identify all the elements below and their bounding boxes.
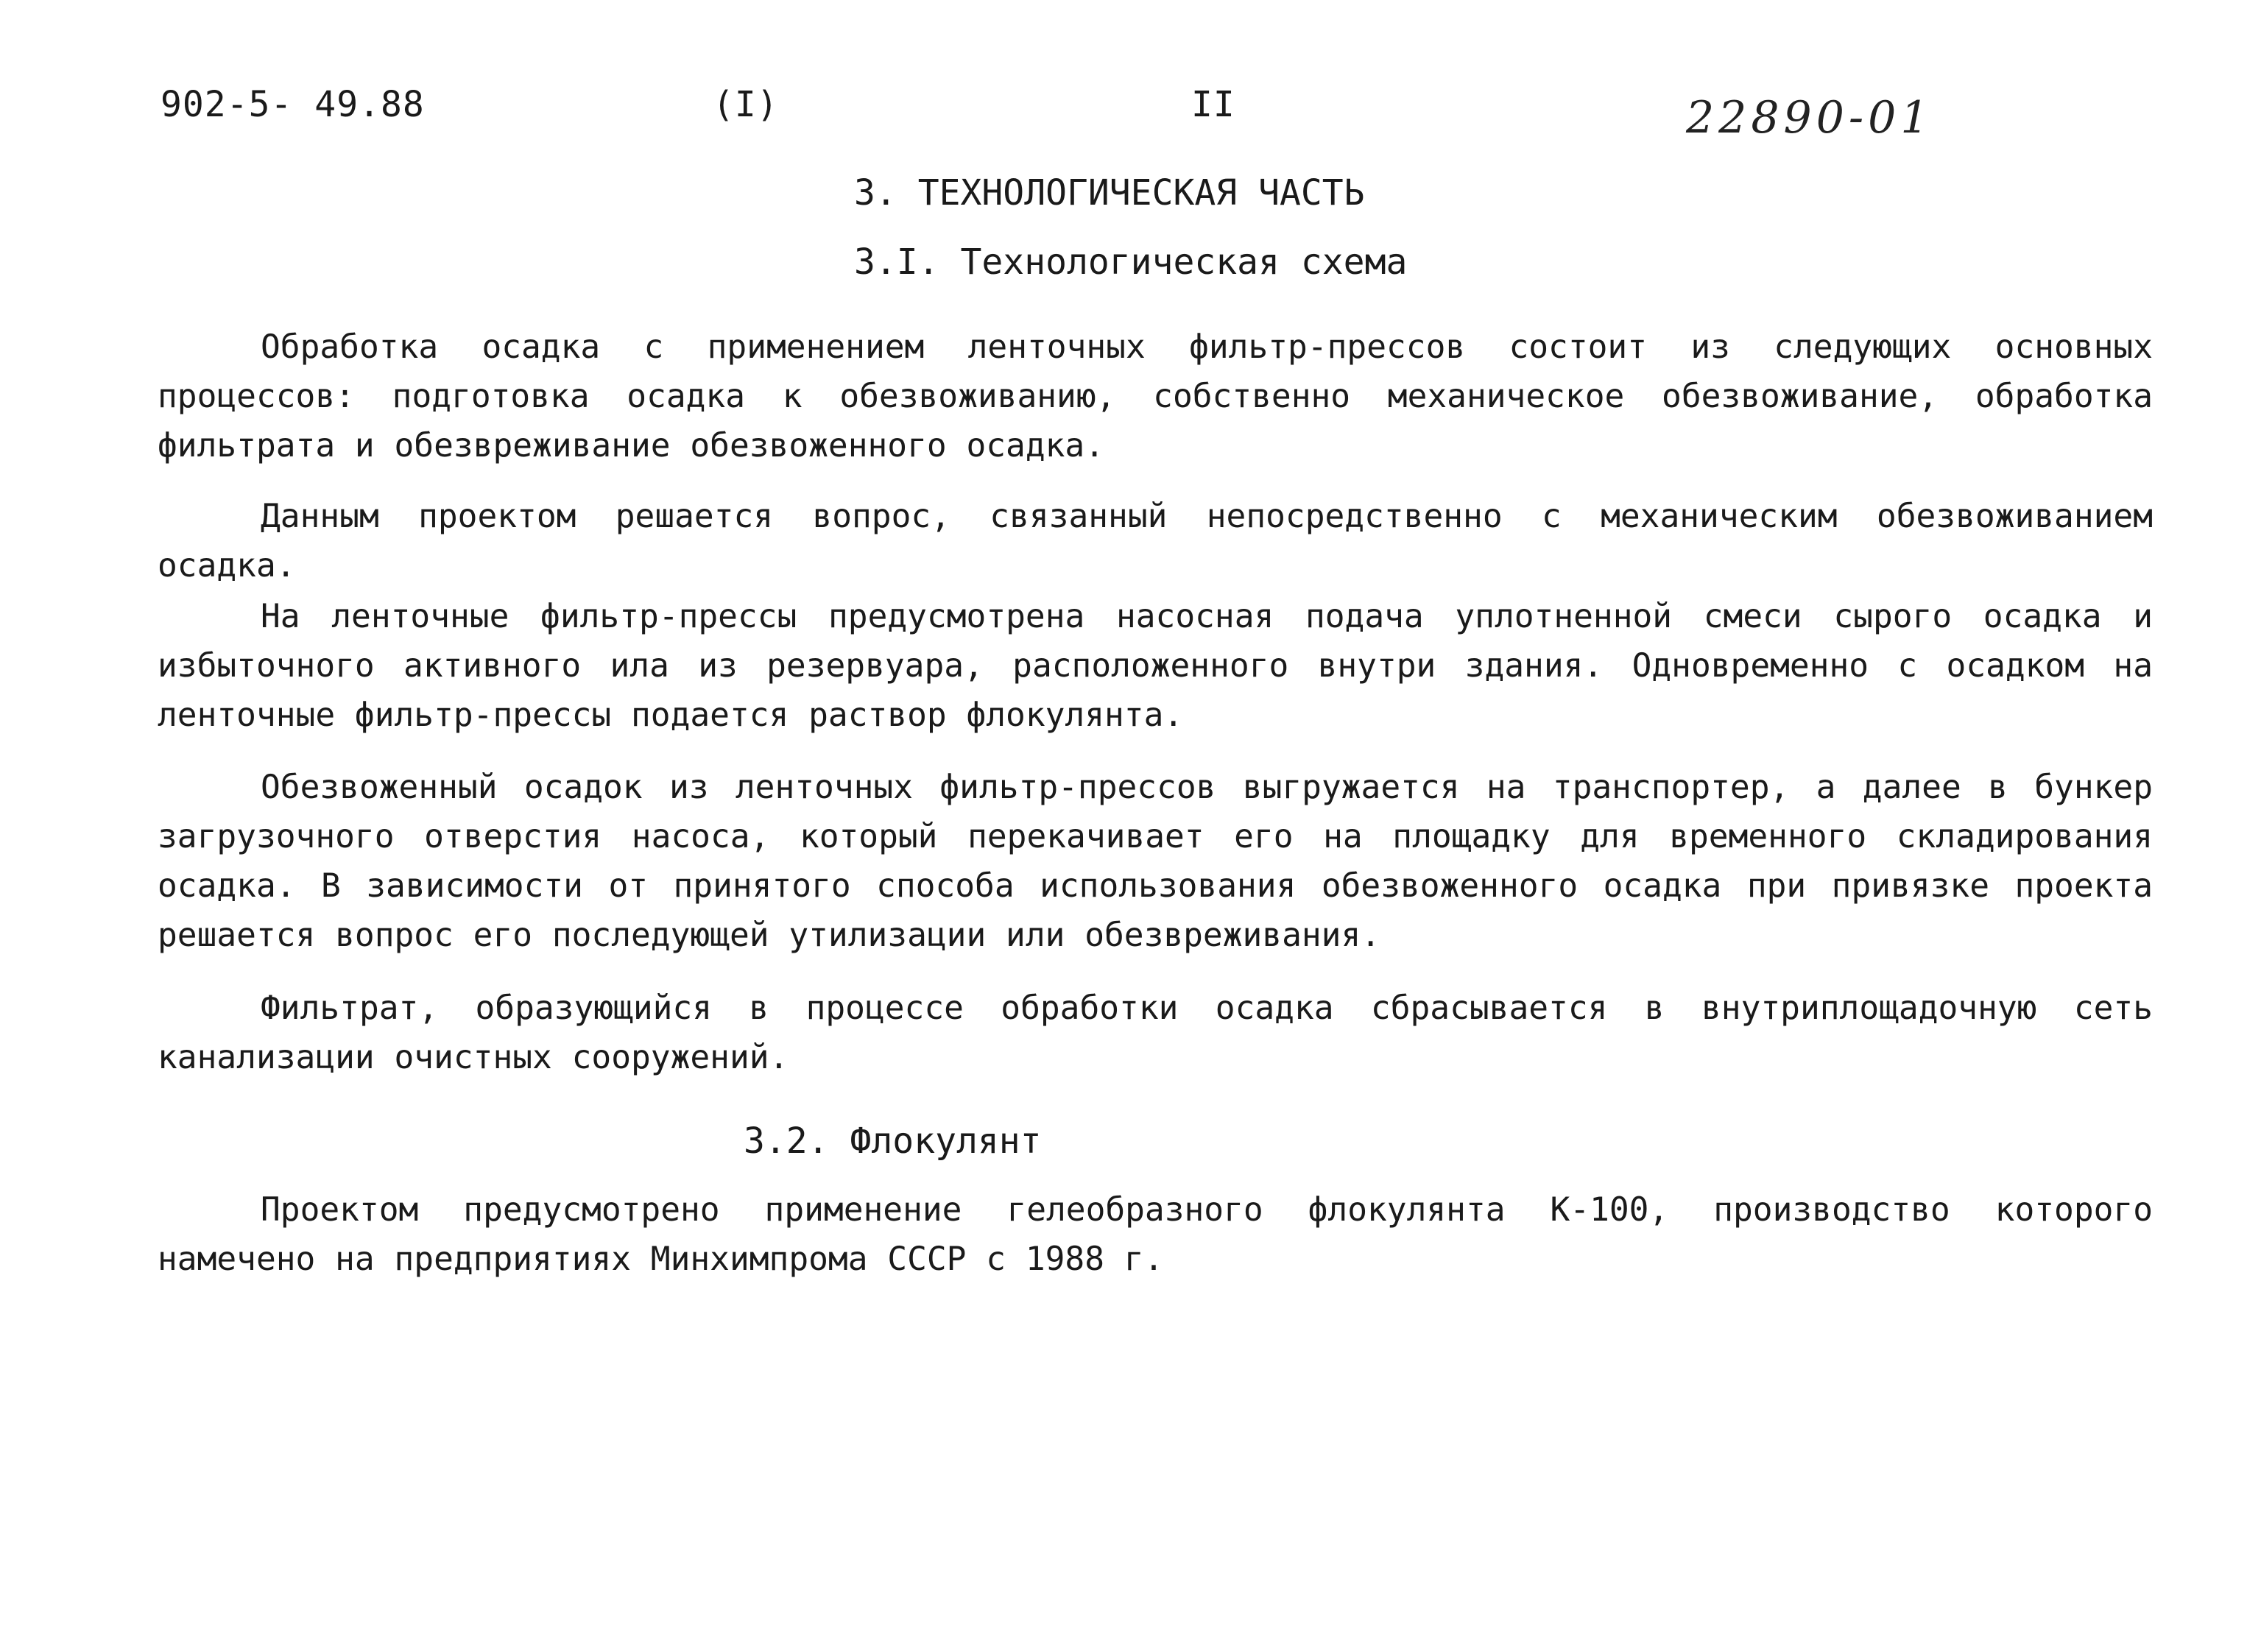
subsection-title-flocculant: 3.2. Флокулянт — [744, 1120, 1042, 1162]
section-title: 3. ТЕХНОЛОГИЧЕСКАЯ ЧАСТЬ — [854, 172, 1365, 213]
part-number: (I) — [713, 84, 779, 125]
page-number: II — [1191, 84, 1235, 125]
paragraph: Фильтрат, образующийся в процессе обработки осадка сбрасывается в внутриплощадочную сеть канализации очистных сооружений. — [158, 989, 2153, 1076]
paragraph: Проектом предусмотрено применение гелеобразного флокулянта К-100, производство которого намечено на предприятиях Минхимпрома СССР с 1988 г. — [158, 1191, 2153, 1278]
paragraph: На ленточные фильтр-прессы предусмотрена насосная подача уплотненной смеси сырого осадка и избыточного активного ила из резервуара, расположенного внутри здания. Одновременно с осадком на ленточные фильтр-прессы подается раствор флокулянта. — [158, 598, 2153, 734]
paragraph: Обработка осадка с применением ленточных фильтр-прессов состоит из следующих основных процессов: подготовка осадка к обезвоживанию, собственно механическое обезвоживание, обработка фильтрата и обезвреживание обезвоженного осадка. — [158, 328, 2153, 465]
paragraph: Обезвоженный осадок из ленточных фильтр-прессов выгружается на транспортер, а далее в бункер загрузочного отверстия насоса, который перекачивает его на площадку для временного складирования осадка. В зависимости от принятого способа использования обезвоженного осадка при привязке проекта решается вопрос его последующей утилизации или обезвреживания. — [158, 769, 2153, 954]
subsection-title-technological-scheme: 3.I. Технологическая схема — [854, 241, 1408, 283]
paragraph: Данным проектом решается вопрос, связанный непосредственно с механическим обезвоживанием осадка. — [158, 498, 2153, 585]
handwritten-registration-number: 22890-01 — [1686, 92, 1933, 144]
document-code: 902-5- 49.88 — [161, 84, 425, 125]
